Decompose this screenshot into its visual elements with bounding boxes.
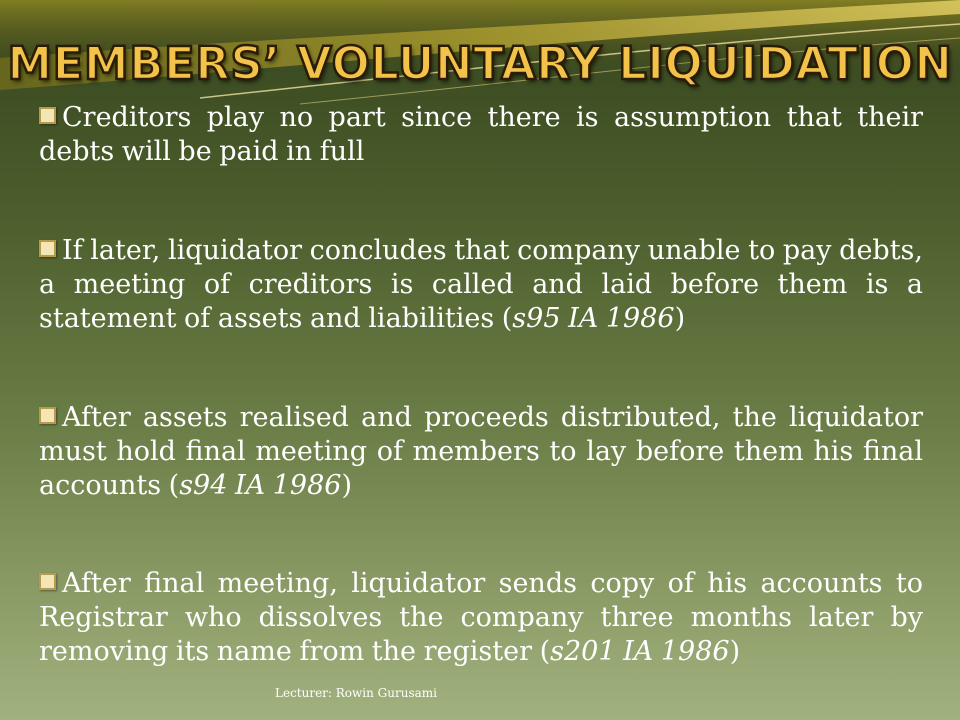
bullet-text: If later, liquidator concludes that company unable to pay debts, a meeting of creditors is called and laid before them is a statement of assets and liabilities ( bbox=[39, 235, 923, 334]
bullet-item bbox=[39, 101, 923, 169]
bullet-text-close: ) bbox=[341, 470, 353, 501]
checkbox-bullet-icon bbox=[39, 240, 56, 257]
checkbox-bullet-icon bbox=[39, 107, 56, 124]
slide-title: MEMBERS’ VOLUNTARY LIQUIDATION bbox=[7, 37, 953, 90]
bullet-item bbox=[39, 234, 923, 336]
statute-citation: s95 IA 1986 bbox=[512, 303, 675, 334]
slide-footer: Lecturer: Rowin Gurusami bbox=[275, 686, 437, 700]
bullet-text: After final meeting, liquidator sends copy of his accounts to Registrar who dissolves the company three months later by removing its name from the register ( bbox=[39, 568, 923, 667]
checkbox-bullet-icon bbox=[39, 407, 56, 424]
checkbox-bullet-icon bbox=[39, 573, 56, 590]
bullet-item bbox=[39, 567, 923, 669]
bullet-text: Creditors play no part since there is assumption that their debts will be paid in full bbox=[39, 102, 923, 167]
statute-citation: s94 IA 1986 bbox=[179, 470, 342, 501]
bullet-item bbox=[39, 401, 923, 503]
bullet-text-close: ) bbox=[674, 303, 686, 334]
bullet-text-close: ) bbox=[729, 636, 741, 667]
statute-citation: s201 IA 1986 bbox=[550, 636, 730, 667]
bullet-text: After assets realised and proceeds distributed, the liquidator must hold final meeting of members to lay before them his final accounts ( bbox=[39, 402, 923, 501]
